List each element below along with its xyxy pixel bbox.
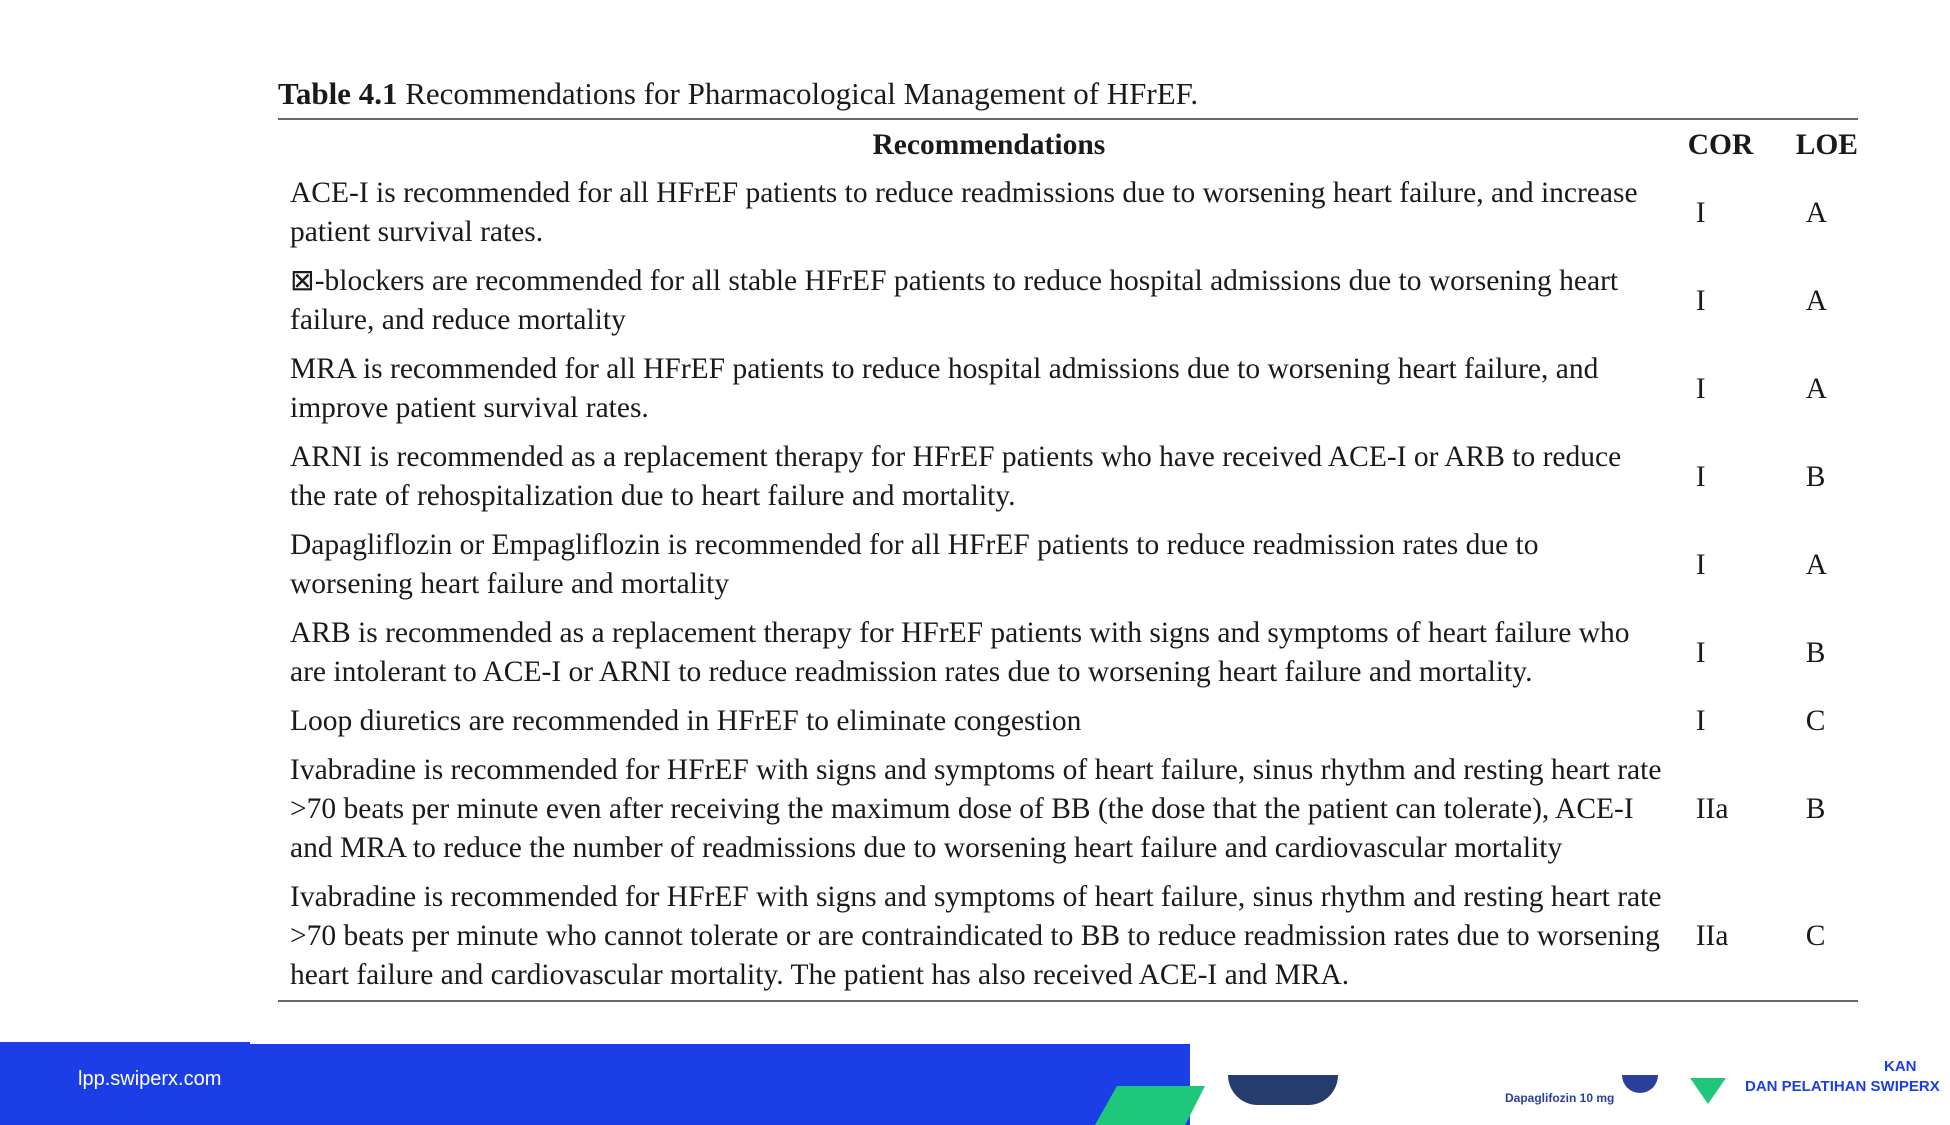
row-cor: I [1695, 460, 1706, 493]
row-cor: I [1695, 196, 1706, 229]
row-recommendation: MRA is recommended for all HFrEF patients to reduce hospital admissions due to worsening heart failure, and improve patient survival rates. [290, 353, 1599, 424]
table-caption [278, 74, 1858, 114]
table-row [278, 746, 1858, 873]
brand-text-line1: KAN [1884, 1058, 1917, 1075]
recommendations-table [278, 120, 1858, 1000]
row-recommendation: Ivabradine is recommended for HFrEF with signs and symptoms of heart failure, sinus rhythm and resting heart rate >70 beats per minute even after receiving the maximum dose of BB (the dose that the patient can tolerate), ACE-I and MRA to reduce the number of readmissions due to worsening heart failure and cardiovascular mortality [290, 754, 1662, 864]
table-row [278, 433, 1858, 521]
product-note: Dapaglifozin 10 mg [1505, 1091, 1615, 1105]
header-cor: COR [1687, 129, 1754, 161]
table-row [278, 873, 1858, 1000]
row-recommendation: ARB is recommended as a replacement therapy for HFrEF patients with signs and symptoms of heart failure who are intolerant to ACE-I or ARNI to reduce readmission rates due to worsening heart failure and mortality. [290, 617, 1630, 688]
row-loe: A [1805, 196, 1827, 229]
row-loe: A [1805, 548, 1827, 581]
table-row [278, 697, 1858, 746]
table-header-row [278, 120, 1858, 169]
table-row [278, 609, 1858, 697]
row-recommendation: Loop diuretics are recommended in HFrEF to eliminate congestion [290, 705, 1082, 737]
row-cor: IIa [1695, 793, 1729, 825]
row-loe: A [1805, 284, 1827, 317]
table-caption-title: Recommendations for Pharmacological Management of HFrEF. [405, 76, 1199, 111]
row-recommendation: Dapagliflozin or Empagliflozin is recommended for all HFrEF patients to reduce readmission rates due to worsening heart failure and mortality [290, 529, 1539, 600]
row-recommendation: ACE-I is recommended for all HFrEF patients to reduce readmissions due to worsening heart failure, and increase patient survival rates. [290, 177, 1638, 248]
row-recommendation: ARNI is recommended as a replacement therapy for HFrEF patients who have received ACE-I or ARB to reduce the rate of rehospitalization due to heart failure and mortality. [290, 441, 1622, 512]
row-loe: C [1805, 705, 1826, 737]
row-cor: I [1695, 636, 1706, 669]
header-loe: LOE [1795, 129, 1858, 161]
logo-circle-icon [1622, 1075, 1658, 1093]
table-row [278, 169, 1858, 257]
table-row [278, 521, 1858, 609]
row-loe: B [1805, 793, 1826, 825]
row-cor: I [1695, 284, 1706, 317]
row-cor: I [1695, 372, 1706, 405]
header-recommendations: Recommendations [872, 129, 1106, 161]
table-bottom-rule [278, 1000, 1858, 1002]
row-cor: IIa [1695, 920, 1729, 952]
row-loe: A [1805, 372, 1827, 405]
row-cor: I [1695, 705, 1706, 737]
footer-url-link[interactable]: lpp.swiperx.com [78, 1068, 222, 1090]
partner-logo-icon [1228, 1075, 1338, 1105]
table-row [278, 257, 1858, 345]
row-recommendation: ⊠-blockers are recommended for all stable HFrEF patients to reduce hospital admissions due to worsening heart failure, and reduce mortality [290, 265, 1619, 336]
recommendation-table-block [278, 74, 1858, 1002]
table-caption-label: Table 4.1 [278, 76, 398, 111]
table-row [278, 345, 1858, 433]
row-loe: B [1805, 636, 1826, 669]
row-cor: I [1695, 548, 1706, 581]
row-loe: B [1805, 460, 1826, 493]
swiperx-logo-icon [1690, 1078, 1726, 1104]
row-recommendation: Ivabradine is recommended for HFrEF with signs and symptoms of heart failure, sinus rhythm and resting heart rate >70 beats per minute who cannot tolerate or are contraindicated to BB to reduce readmission rates due to worsening heart failure and cardiovascular mortality. The patient has also received ACE-I and MRA. [290, 881, 1662, 991]
row-loe: C [1805, 920, 1826, 952]
brand-text-line2: DAN PELATIHAN SWIPERX [1745, 1078, 1940, 1095]
